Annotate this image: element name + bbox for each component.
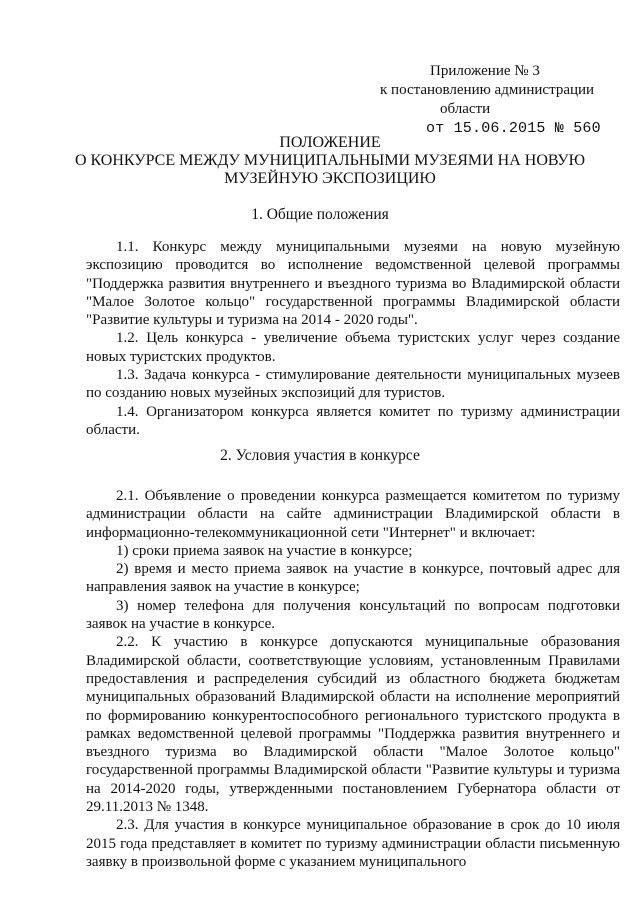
section-2-heading: 2. Условия участия в конкурсе bbox=[220, 447, 420, 464]
section-1-body bbox=[86, 238, 620, 439]
section-1-heading: 1. Общие положения bbox=[251, 206, 389, 223]
paragraph-2-2: 2.2. К участию в конкурсе допускаются муниципальные образования Владимирской области, соответствующие условиям, установленным Правилами предоставления и распределения субсидий из областного бюджета бюджетам муниципальных образований Владимирской области на исполнение мероприятий по формированию конкурентоспособного регионального туристского продукта в рамках ведомственной целевой программы "Поддержка развития внутреннего и въездного туризма во Владимирской области "Малое Золотое кольцо" государственной программы Владимирской области "Развитие культуры и туризма на 2014-2020 годы, утвержденными постановлением Губернатора области от 29.11.2013 № 1348. bbox=[86, 634, 620, 816]
paragraph-1-3: 1.3. Задача конкурса - стимулирование деятельности муниципальных музеев по созданию новых музейных экспозиций для туристов. bbox=[86, 367, 620, 402]
appendix-number: Приложение № 3 bbox=[430, 63, 540, 79]
paragraph-2-1-item-1: 1) сроки приема заявок на участие в конкурсе; bbox=[116, 542, 413, 559]
title-line-1: ПОЛОЖЕНИЕ bbox=[279, 134, 381, 151]
paragraph-2-1-item-3: 3) номер телефона для получения консультаций по вопросам подготовки заявок на участие в конкурсе. bbox=[86, 597, 620, 633]
title-line-2: О КОНКУРСЕ МЕЖДУ МУНИЦИПАЛЬНЫМИ МУЗЕЯМИ НА НОВУЮ bbox=[74, 152, 586, 169]
section-2-body bbox=[86, 487, 620, 871]
paragraph-1-1: 1.1. Конкурс между муниципальными музеями на новую музейную экспозицию проводится во исполнение ведомственной целевой программы "Поддержка развития внутреннего и въездного туризма во Владимирской области "Малое Золотое кольцо" государственной программы Владимирской области "Развитие культуры и туризма на 2014 - 2020 годы". bbox=[86, 239, 620, 329]
paragraph-1-4: 1.4. Организатором конкурса является комитет по туризму администрации области. bbox=[86, 403, 620, 438]
document-title bbox=[70, 134, 590, 188]
paragraph-1-2: 1.2. Цель конкурса - увеличение объема туристских услуг через создание новых туристских продуктов. bbox=[86, 330, 620, 365]
appendix-region: области bbox=[440, 101, 491, 117]
title-line-3: МУЗЕЙНУЮ ЭКСПОЗИЦИЮ bbox=[224, 170, 436, 187]
paragraph-2-3: 2.3. Для участия в конкурсе муниципальное образование в срок до 10 июля 2015 года представляет в комитет по туризму администрации области письменную заявку в произвольной форме с указанием муниципального bbox=[86, 817, 620, 870]
appendix-date-number: от 15.06.2015 № 560 bbox=[426, 120, 601, 137]
paragraph-2-1: 2.1. Объявление о проведении конкурса размещается комитетом по туризму администрации области на сайте администрации Владимирской области в информационно-телекоммуникационной сети "Интернет" и включает: bbox=[86, 488, 620, 541]
appendix-reference: к постановлению администрации bbox=[380, 82, 595, 98]
paragraph-2-1-item-2: 2) время и место приема заявок на участие в конкурсе, почтовый адрес для направления заявок на участие в конкурсе; bbox=[86, 561, 620, 596]
appendix-block bbox=[380, 62, 620, 138]
